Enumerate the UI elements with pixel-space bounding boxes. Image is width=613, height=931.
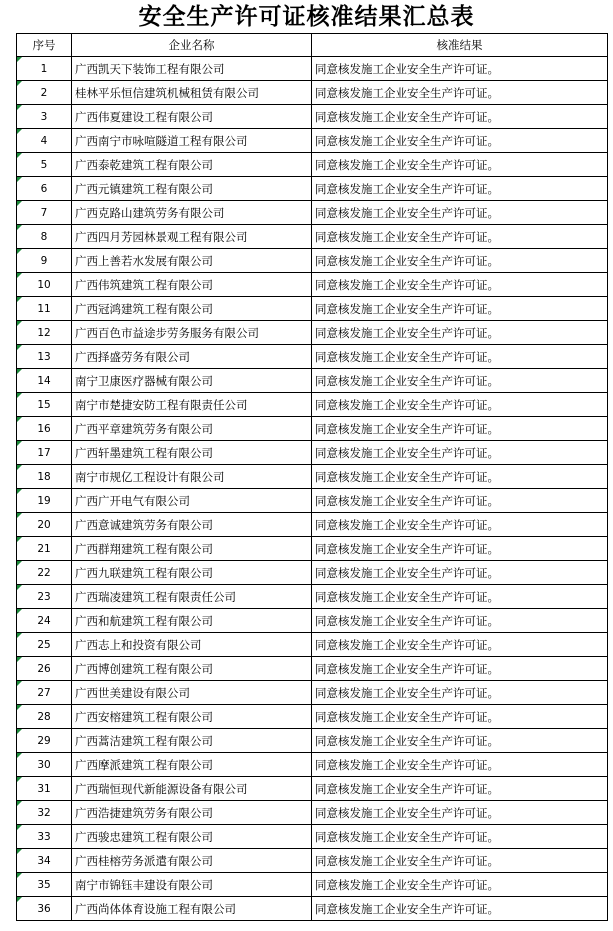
table-row bbox=[17, 129, 608, 153]
table-row bbox=[17, 801, 608, 825]
company-name-cell[interactable]: 广西瑞恒现代新能源设备有限公司 bbox=[72, 777, 312, 801]
table-header-row bbox=[17, 34, 608, 57]
serial-number-cell[interactable]: 35 bbox=[17, 873, 72, 897]
header-company-name[interactable]: 企业名称 bbox=[72, 34, 312, 57]
company-name-cell[interactable]: 广西志上和投资有限公司 bbox=[72, 633, 312, 657]
serial-number-cell[interactable]: 10 bbox=[17, 273, 72, 297]
company-name-cell[interactable]: 广西上善若水发展有限公司 bbox=[72, 249, 312, 273]
serial-number-cell[interactable]: 23 bbox=[17, 585, 72, 609]
table-row bbox=[17, 561, 608, 585]
table-row bbox=[17, 345, 608, 369]
approval-result-cell[interactable]: 同意核发施工企业安全生产许可证。 bbox=[312, 105, 608, 129]
table-row bbox=[17, 585, 608, 609]
page-title: 安全生产许可证核准结果汇总表 bbox=[138, 3, 475, 30]
company-name-cell[interactable]: 广西骏忠建筑工程有限公司 bbox=[72, 825, 312, 849]
approval-result-cell[interactable]: 同意核发施工企业安全生产许可证。 bbox=[312, 441, 608, 465]
table-row bbox=[17, 729, 608, 753]
serial-number-cell[interactable]: 12 bbox=[17, 321, 72, 345]
serial-number-cell[interactable]: 15 bbox=[17, 393, 72, 417]
serial-number-cell[interactable]: 5 bbox=[17, 153, 72, 177]
serial-number-cell[interactable]: 11 bbox=[17, 297, 72, 321]
table-row bbox=[17, 825, 608, 849]
approval-result-cell[interactable]: 同意核发施工企业安全生产许可证。 bbox=[312, 801, 608, 825]
company-name-cell[interactable]: 广西南宁市咏喧隧道工程有限公司 bbox=[72, 129, 312, 153]
table-row bbox=[17, 417, 608, 441]
table-row bbox=[17, 609, 608, 633]
serial-number-cell[interactable]: 2 bbox=[17, 81, 72, 105]
table-row bbox=[17, 57, 608, 81]
table-row bbox=[17, 393, 608, 417]
approval-result-cell[interactable]: 同意核发施工企业安全生产许可证。 bbox=[312, 897, 608, 921]
serial-number-cell[interactable]: 7 bbox=[17, 201, 72, 225]
company-name-cell[interactable]: 广西浩捷建筑劳务有限公司 bbox=[72, 801, 312, 825]
company-name-cell[interactable]: 广西平章建筑劳务有限公司 bbox=[72, 417, 312, 441]
serial-number-cell[interactable]: 16 bbox=[17, 417, 72, 441]
approval-result-cell[interactable]: 同意核发施工企业安全生产许可证。 bbox=[312, 393, 608, 417]
table-row bbox=[17, 849, 608, 873]
table-row bbox=[17, 873, 608, 897]
serial-number-cell[interactable]: 6 bbox=[17, 177, 72, 201]
approval-result-cell[interactable]: 同意核发施工企业安全生产许可证。 bbox=[312, 201, 608, 225]
approval-result-cell[interactable]: 同意核发施工企业安全生产许可证。 bbox=[312, 705, 608, 729]
table-row bbox=[17, 105, 608, 129]
company-name-cell[interactable]: 广西轩墨建筑工程有限公司 bbox=[72, 441, 312, 465]
approval-result-cell[interactable]: 同意核发施工企业安全生产许可证。 bbox=[312, 177, 608, 201]
serial-number-cell[interactable]: 19 bbox=[17, 489, 72, 513]
serial-number-cell[interactable]: 30 bbox=[17, 753, 72, 777]
table-row bbox=[17, 369, 608, 393]
company-name-cell[interactable]: 南宁市锦钰丰建设有限公司 bbox=[72, 873, 312, 897]
approval-result-cell[interactable]: 同意核发施工企业安全生产许可证。 bbox=[312, 777, 608, 801]
serial-number-cell[interactable]: 20 bbox=[17, 513, 72, 537]
company-name-cell[interactable]: 广西百色市益途步劳务服务有限公司 bbox=[72, 321, 312, 345]
table-row bbox=[17, 681, 608, 705]
company-name-cell[interactable]: 南宁卫康医疗器械有限公司 bbox=[72, 369, 312, 393]
table-row bbox=[17, 297, 608, 321]
company-name-cell[interactable]: 南宁市规亿工程设计有限公司 bbox=[72, 465, 312, 489]
approval-result-cell[interactable]: 同意核发施工企业安全生产许可证。 bbox=[312, 297, 608, 321]
approval-result-cell[interactable]: 同意核发施工企业安全生产许可证。 bbox=[312, 729, 608, 753]
company-name-cell[interactable]: 广西伟筑建筑工程有限公司 bbox=[72, 273, 312, 297]
company-name-cell[interactable]: 南宁市楚捷安防工程有限责任公司 bbox=[72, 393, 312, 417]
table-row bbox=[17, 321, 608, 345]
company-name-cell[interactable]: 广西伟夏建设工程有限公司 bbox=[72, 105, 312, 129]
approval-result-cell[interactable]: 同意核发施工企业安全生产许可证。 bbox=[312, 609, 608, 633]
approval-result-cell[interactable]: 同意核发施工企业安全生产许可证。 bbox=[312, 249, 608, 273]
serial-number-cell[interactable]: 18 bbox=[17, 465, 72, 489]
table-row bbox=[17, 153, 608, 177]
approval-result-cell[interactable]: 同意核发施工企业安全生产许可证。 bbox=[312, 825, 608, 849]
approval-result-cell[interactable]: 同意核发施工企业安全生产许可证。 bbox=[312, 273, 608, 297]
table-row bbox=[17, 537, 608, 561]
serial-number-cell[interactable]: 1 bbox=[17, 57, 72, 81]
table-row bbox=[17, 465, 608, 489]
company-name-cell[interactable]: 广西冠鸿建筑工程有限公司 bbox=[72, 297, 312, 321]
serial-number-cell[interactable]: 27 bbox=[17, 681, 72, 705]
company-name-cell[interactable]: 广西泰乾建筑工程有限公司 bbox=[72, 153, 312, 177]
serial-number-cell[interactable]: 28 bbox=[17, 705, 72, 729]
company-name-cell[interactable]: 广西世美建设有限公司 bbox=[72, 681, 312, 705]
approval-result-cell[interactable]: 同意核发施工企业安全生产许可证。 bbox=[312, 345, 608, 369]
approval-result-cell[interactable]: 同意核发施工企业安全生产许可证。 bbox=[312, 57, 608, 81]
approval-result-cell[interactable]: 同意核发施工企业安全生产许可证。 bbox=[312, 225, 608, 249]
approval-result-cell[interactable]: 同意核发施工企业安全生产许可证。 bbox=[312, 753, 608, 777]
approval-result-cell[interactable]: 同意核发施工企业安全生产许可证。 bbox=[312, 513, 608, 537]
company-name-cell[interactable]: 广西四月芳园林景观工程有限公司 bbox=[72, 225, 312, 249]
serial-number-cell[interactable]: 8 bbox=[17, 225, 72, 249]
approval-result-cell[interactable]: 同意核发施工企业安全生产许可证。 bbox=[312, 537, 608, 561]
approval-result-cell[interactable]: 同意核发施工企业安全生产许可证。 bbox=[312, 585, 608, 609]
table-row bbox=[17, 177, 608, 201]
company-name-cell[interactable]: 广西意诚建筑劳务有限公司 bbox=[72, 513, 312, 537]
approval-result-cell[interactable]: 同意核发施工企业安全生产许可证。 bbox=[312, 417, 608, 441]
header-approval-result[interactable]: 核准结果 bbox=[312, 34, 608, 57]
company-name-cell[interactable]: 广西瑞凌建筑工程有限责任公司 bbox=[72, 585, 312, 609]
serial-number-cell[interactable]: 14 bbox=[17, 369, 72, 393]
serial-number-cell[interactable]: 32 bbox=[17, 801, 72, 825]
table-row bbox=[17, 705, 608, 729]
company-name-cell[interactable]: 广西博创建筑工程有限公司 bbox=[72, 657, 312, 681]
serial-number-cell[interactable]: 29 bbox=[17, 729, 72, 753]
table-row bbox=[17, 441, 608, 465]
serial-number-cell[interactable]: 17 bbox=[17, 441, 72, 465]
approval-result-cell[interactable]: 同意核发施工企业安全生产许可证。 bbox=[312, 633, 608, 657]
approval-result-cell[interactable]: 同意核发施工企业安全生产许可证。 bbox=[312, 681, 608, 705]
approval-result-cell[interactable]: 同意核发施工企业安全生产许可证。 bbox=[312, 465, 608, 489]
table-row bbox=[17, 273, 608, 297]
table-row bbox=[17, 657, 608, 681]
company-name-cell[interactable]: 桂林平乐恒信建筑机械租赁有限公司 bbox=[72, 81, 312, 105]
header-serial-number[interactable]: 序号 bbox=[17, 34, 72, 57]
company-name-cell[interactable]: 广西尚体体育设施工程有限公司 bbox=[72, 897, 312, 921]
serial-number-cell[interactable]: 4 bbox=[17, 129, 72, 153]
company-name-cell[interactable]: 广西摩派建筑工程有限公司 bbox=[72, 753, 312, 777]
company-name-cell[interactable]: 广西克路山建筑劳务有限公司 bbox=[72, 201, 312, 225]
table-row bbox=[17, 225, 608, 249]
company-name-cell[interactable]: 广西元镇建筑工程有限公司 bbox=[72, 177, 312, 201]
table-row bbox=[17, 201, 608, 225]
approval-result-cell[interactable]: 同意核发施工企业安全生产许可证。 bbox=[312, 489, 608, 513]
approval-result-cell[interactable]: 同意核发施工企业安全生产许可证。 bbox=[312, 81, 608, 105]
serial-number-cell[interactable]: 25 bbox=[17, 633, 72, 657]
serial-number-cell[interactable]: 21 bbox=[17, 537, 72, 561]
company-name-cell[interactable]: 广西广开电气有限公司 bbox=[72, 489, 312, 513]
serial-number-cell[interactable]: 26 bbox=[17, 657, 72, 681]
results-table bbox=[16, 33, 608, 921]
table-row bbox=[17, 633, 608, 657]
serial-number-cell[interactable]: 33 bbox=[17, 825, 72, 849]
serial-number-cell[interactable]: 3 bbox=[17, 105, 72, 129]
company-name-cell[interactable]: 广西蒿洁建筑工程有限公司 bbox=[72, 729, 312, 753]
serial-number-cell[interactable]: 22 bbox=[17, 561, 72, 585]
company-name-cell[interactable]: 广西择盛劳务有限公司 bbox=[72, 345, 312, 369]
approval-result-cell[interactable]: 同意核发施工企业安全生产许可证。 bbox=[312, 657, 608, 681]
company-name-cell[interactable]: 广西九联建筑工程有限公司 bbox=[72, 561, 312, 585]
table-row bbox=[17, 81, 608, 105]
approval-result-cell[interactable]: 同意核发施工企业安全生产许可证。 bbox=[312, 129, 608, 153]
serial-number-cell[interactable]: 9 bbox=[17, 249, 72, 273]
approval-result-cell[interactable]: 同意核发施工企业安全生产许可证。 bbox=[312, 369, 608, 393]
serial-number-cell[interactable]: 31 bbox=[17, 777, 72, 801]
approval-result-cell[interactable]: 同意核发施工企业安全生产许可证。 bbox=[312, 321, 608, 345]
company-name-cell[interactable]: 广西凯天下装饰工程有限公司 bbox=[72, 57, 312, 81]
approval-result-cell[interactable]: 同意核发施工企业安全生产许可证。 bbox=[312, 849, 608, 873]
approval-result-cell[interactable]: 同意核发施工企业安全生产许可证。 bbox=[312, 561, 608, 585]
approval-result-cell[interactable]: 同意核发施工企业安全生产许可证。 bbox=[312, 873, 608, 897]
company-name-cell[interactable]: 广西群翔建筑工程有限公司 bbox=[72, 537, 312, 561]
serial-number-cell[interactable]: 34 bbox=[17, 849, 72, 873]
approval-result-cell[interactable]: 同意核发施工企业安全生产许可证。 bbox=[312, 153, 608, 177]
table-row bbox=[17, 249, 608, 273]
sheet-bottom-area bbox=[16, 917, 607, 931]
company-name-cell[interactable]: 广西安榕建筑工程有限公司 bbox=[72, 705, 312, 729]
table-row bbox=[17, 513, 608, 537]
company-name-cell[interactable]: 广西桂榕劳务派遣有限公司 bbox=[72, 849, 312, 873]
serial-number-cell[interactable]: 13 bbox=[17, 345, 72, 369]
table-row bbox=[17, 753, 608, 777]
table-row bbox=[17, 777, 608, 801]
serial-number-cell[interactable]: 36 bbox=[17, 897, 72, 921]
serial-number-cell[interactable]: 24 bbox=[17, 609, 72, 633]
company-name-cell[interactable]: 广西和航建筑工程有限公司 bbox=[72, 609, 312, 633]
table-row bbox=[17, 489, 608, 513]
